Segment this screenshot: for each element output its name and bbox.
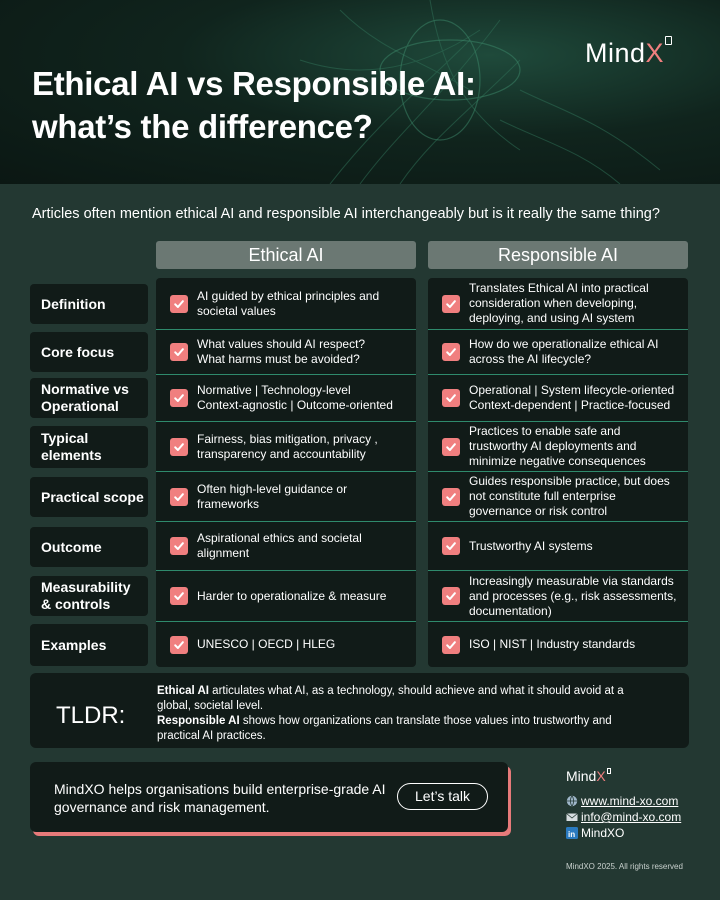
- title-line-2: what’s the difference?: [32, 108, 373, 145]
- cell-line: Aspirational ethics and societal: [197, 531, 362, 545]
- cell-line: frameworks: [197, 496, 260, 511]
- checkbox-checked-icon: [442, 295, 460, 313]
- responsible-ai-cell-text: [469, 337, 688, 367]
- checkbox-checked-icon: [170, 587, 188, 605]
- responsible-ai-cell: [428, 570, 688, 621]
- linkedin-row: [566, 825, 716, 841]
- cell-line: deploying, and using AI system: [469, 311, 635, 325]
- cell-line: trustworthy AI deployments and: [469, 439, 637, 453]
- checkbox-checked-icon: [170, 488, 188, 506]
- title-line-1: Ethical AI vs Responsible AI:: [32, 65, 476, 102]
- tldr-body: [157, 684, 657, 744]
- website-link[interactable]: www.mind-xo.com: [581, 794, 679, 808]
- cell-line: Often high-level guidance or: [197, 481, 348, 496]
- row-label: Core focus: [30, 332, 148, 372]
- cell-line: consideration when developing,: [469, 296, 638, 310]
- row-label: Practical scope: [30, 477, 148, 517]
- linkedin-icon: [566, 827, 578, 839]
- row-label: Definition: [30, 284, 148, 324]
- svg-text:in: in: [568, 830, 576, 839]
- responsible-ai-cell: [428, 471, 688, 521]
- ethical-ai-header: Ethical AI: [156, 241, 416, 269]
- cell-line: AI guided by ethical principles and: [197, 288, 380, 303]
- email-link[interactable]: info@mind-xo.com: [581, 810, 682, 824]
- responsible-ai-cell-text: [469, 383, 688, 413]
- checkbox-checked-icon: [170, 636, 188, 654]
- ethical-ai-cell-text: [197, 383, 416, 413]
- ethical-ai-cell: [156, 471, 416, 521]
- cell-line: societal values: [197, 303, 276, 318]
- cell-line: across the AI lifecycle?: [469, 352, 592, 366]
- checkbox-checked-icon: [442, 438, 460, 456]
- responsible-ai-header: Responsible AI: [428, 241, 688, 269]
- ethical-ai-cell: [156, 278, 416, 329]
- responsible-ai-cell-text: [469, 424, 688, 469]
- checkbox-checked-icon: [442, 537, 460, 555]
- tldr-panel: [30, 673, 689, 748]
- contact-brand-logo: MindX: [566, 768, 716, 784]
- row-label: Normative vs Operational: [30, 378, 148, 418]
- cell-line: Fairness, bias mitigation, privacy ,: [197, 431, 378, 446]
- cell-line: Trustworthy AI systems: [469, 538, 593, 553]
- contact-block: [566, 768, 716, 841]
- ethical-ai-cell: [156, 421, 416, 471]
- ethical-ai-cell-text: [197, 337, 416, 367]
- tldr-label: TLDR:: [56, 702, 126, 729]
- cell-line: transparency and accountability: [197, 446, 366, 461]
- website-row: [566, 793, 716, 809]
- ethical-ai-cell-text: [197, 432, 416, 462]
- tldr-ethical-text: articulates what AI, as a technology, should achieve and what it should avoid at a global, societal level.: [157, 685, 624, 712]
- responsible-ai-cell: [428, 421, 688, 471]
- responsible-ai-cell: [428, 329, 688, 374]
- checkbox-checked-icon: [170, 537, 188, 555]
- responsible-ai-cell: [428, 278, 688, 329]
- cell-line: Normative | Technology-level: [197, 383, 351, 397]
- checkbox-checked-icon: [442, 488, 460, 506]
- ethical-ai-cell: [156, 374, 416, 421]
- responsible-ai-column: [428, 278, 688, 667]
- checkbox-checked-icon: [442, 587, 460, 605]
- email-row: [566, 809, 716, 825]
- checkbox-checked-icon: [170, 343, 188, 361]
- checkbox-checked-icon: [442, 389, 460, 407]
- row-label: Typical elements: [30, 426, 148, 468]
- tldr-responsible-text: shows how organizations can translate those values into trustworthy and practical AI practices.: [157, 715, 612, 742]
- responsible-ai-cell-text: [469, 574, 688, 619]
- ethical-ai-cell-text: [197, 589, 416, 604]
- row-label: Outcome: [30, 527, 148, 567]
- cell-line: What values should AI respect?: [197, 337, 366, 351]
- ethical-ai-cell: [156, 570, 416, 621]
- ethical-ai-column: [156, 278, 416, 667]
- hero-banner: [0, 0, 720, 184]
- linkedin-link[interactable]: MindXO: [581, 826, 625, 840]
- cell-line: Translates Ethical AI into practical: [469, 281, 649, 295]
- responsible-ai-cell: [428, 521, 688, 570]
- cell-line: and processes (e.g., risk assessments,: [469, 588, 677, 603]
- cell-line: alignment: [197, 546, 250, 560]
- ethical-ai-cell: [156, 621, 416, 667]
- cta-message: MindXO helps organisations build enterprise-grade AI governance and risk management.: [54, 781, 386, 815]
- cell-line: ISO | NIST | Industry standards: [469, 637, 636, 651]
- responsible-ai-cell: [428, 621, 688, 667]
- intro-text: Articles often mention ethical AI and responsible AI interchangeably but is it really the same thing?: [32, 206, 660, 222]
- ethical-ai-cell: [156, 521, 416, 570]
- cell-line: Operational | System lifecycle-oriented: [469, 383, 675, 397]
- responsible-ai-cell-text: [469, 281, 688, 326]
- cell-line: Context-dependent | Practice-focused: [469, 398, 671, 412]
- envelope-icon: [566, 811, 578, 823]
- cell-line: documentation): [469, 603, 552, 618]
- checkbox-checked-icon: [442, 343, 460, 361]
- cell-line: How do we operationalize ethical AI: [469, 337, 659, 351]
- copyright-footer: MindXO 2025. All rights reserved: [566, 862, 683, 871]
- cell-line: minimize negative consequences: [469, 454, 646, 468]
- responsible-ai-cell-text: [469, 474, 688, 519]
- cell-line: not constitute full enterprise: [469, 489, 616, 503]
- ethical-ai-cell: [156, 329, 416, 374]
- responsible-ai-cell-text: [469, 637, 688, 652]
- page-title: [32, 62, 592, 148]
- row-label: Examples: [30, 624, 148, 666]
- responsible-ai-cell-text: [469, 539, 688, 554]
- mindxo-logo: MindX: [585, 38, 672, 69]
- cta-panel: [30, 762, 508, 832]
- cell-line: governance or risk control: [469, 504, 608, 518]
- checkbox-checked-icon: [170, 389, 188, 407]
- tldr-responsible-term: Responsible AI: [157, 715, 240, 727]
- lets-talk-button[interactable]: Let’s talk: [397, 783, 488, 810]
- cell-line: Context-agnostic | Outcome-oriented: [197, 398, 393, 412]
- tldr-ethical-term: Ethical AI: [157, 685, 209, 697]
- cell-line: Guides responsible practice, but does: [469, 474, 670, 488]
- cell-line: Increasingly measurable via standards: [469, 573, 674, 588]
- ethical-ai-cell-text: [197, 482, 416, 512]
- checkbox-checked-icon: [170, 438, 188, 456]
- cell-line: Harder to operationalize & measure: [197, 588, 387, 603]
- cell-line: UNESCO | OECD | HLEG: [197, 637, 336, 651]
- globe-icon: [566, 795, 578, 807]
- cell-line: What harms must be avoided?: [197, 352, 360, 366]
- responsible-ai-cell: [428, 374, 688, 421]
- ethical-ai-cell-text: [197, 531, 416, 561]
- ethical-ai-cell-text: [197, 637, 416, 652]
- checkbox-checked-icon: [170, 295, 188, 313]
- ethical-ai-cell-text: [197, 289, 416, 319]
- cell-line: Practices to enable safe and: [469, 424, 621, 438]
- row-label: Measurability & controls: [30, 576, 148, 616]
- checkbox-checked-icon: [442, 636, 460, 654]
